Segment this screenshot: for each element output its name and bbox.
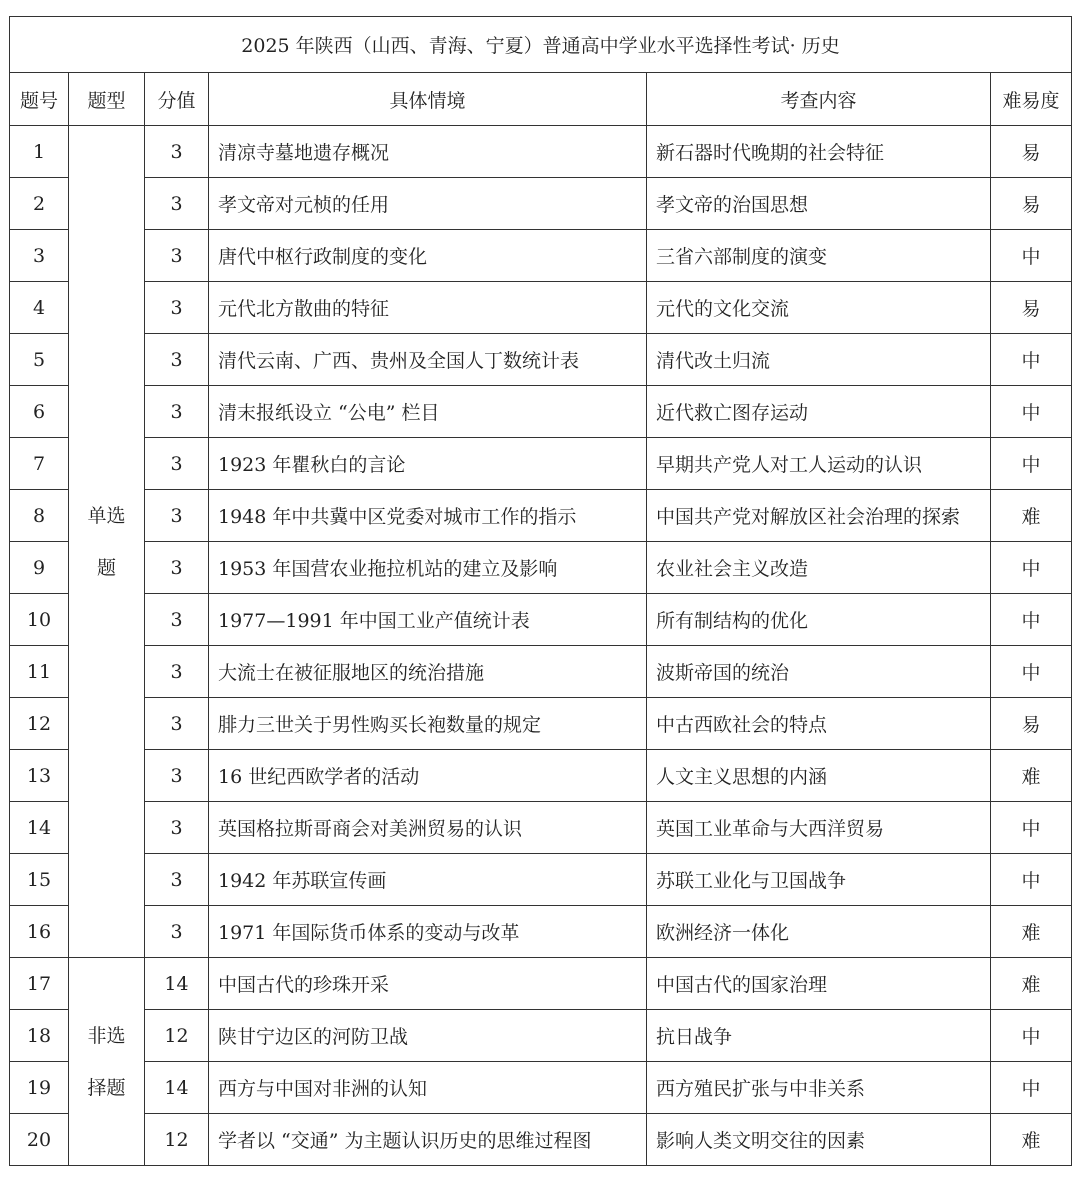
table-row (10, 438, 1072, 490)
question-number: 17 (10, 958, 69, 1010)
table-row (10, 958, 1072, 1010)
question-content: 波斯帝国的统治 (647, 646, 991, 698)
question-content: 新石器时代晚期的社会特征 (647, 126, 991, 178)
question-number: 16 (10, 906, 69, 958)
question-context: 西方与中国对非洲的认知 (209, 1062, 647, 1114)
question-number: 12 (10, 698, 69, 750)
question-context: 清代云南、广西、贵州及全国人丁数统计表 (209, 334, 647, 386)
single-choice-group (10, 126, 1072, 958)
table-row (10, 646, 1072, 698)
question-content: 苏联工业化与卫国战争 (647, 854, 991, 906)
table-row (10, 230, 1072, 282)
question-difficulty: 易 (991, 698, 1072, 750)
question-number: 3 (10, 230, 69, 282)
question-context: 英国格拉斯哥商会对美洲贸易的认识 (209, 802, 647, 854)
question-content: 元代的文化交流 (647, 282, 991, 334)
title-row (10, 17, 1072, 73)
question-score: 3 (145, 490, 209, 542)
question-content: 人文主义思想的内涵 (647, 750, 991, 802)
question-content: 西方殖民扩张与中非关系 (647, 1062, 991, 1114)
table-row (10, 802, 1072, 854)
question-number: 18 (10, 1010, 69, 1062)
question-difficulty: 中 (991, 542, 1072, 594)
question-content: 所有制结构的优化 (647, 594, 991, 646)
question-difficulty: 中 (991, 230, 1072, 282)
type-label-line-2: 择题 (87, 1076, 126, 1099)
question-difficulty: 易 (991, 178, 1072, 230)
question-content: 早期共产党人对工人运动的认识 (647, 438, 991, 490)
header-row (10, 73, 1072, 126)
question-difficulty: 难 (991, 750, 1072, 802)
question-number: 9 (10, 542, 69, 594)
question-context: 大流士在被征服地区的统治措施 (209, 646, 647, 698)
question-score: 12 (145, 1010, 209, 1062)
table-row (10, 542, 1072, 594)
table-title: 2025 年陕西（山西、青海、宁夏）普通高中学业水平选择性考试· 历史 (10, 17, 1072, 73)
non-choice-type-label (69, 958, 145, 1166)
question-content: 中国共产党对解放区社会治理的探索 (647, 490, 991, 542)
table-row (10, 594, 1072, 646)
question-context: 学者以 “交通” 为主题认识历史的思维过程图 (209, 1114, 647, 1166)
question-content: 中古西欧社会的特点 (647, 698, 991, 750)
question-score: 3 (145, 750, 209, 802)
type-label-line-1: 非选 (87, 1024, 126, 1047)
question-content: 近代救亡图存运动 (647, 386, 991, 438)
question-score: 14 (145, 958, 209, 1010)
question-number: 14 (10, 802, 69, 854)
question-context: 腓力三世关于男性购买长袍数量的规定 (209, 698, 647, 750)
question-content: 抗日战争 (647, 1010, 991, 1062)
table-row (10, 490, 1072, 542)
question-score: 3 (145, 906, 209, 958)
type-label-line-2: 题 (96, 556, 116, 579)
question-context: 16 世纪西欧学者的活动 (209, 750, 647, 802)
question-difficulty: 难 (991, 490, 1072, 542)
question-score: 3 (145, 126, 209, 178)
header-content: 考查内容 (647, 73, 991, 126)
question-number: 13 (10, 750, 69, 802)
question-content: 影响人类文明交往的因素 (647, 1114, 991, 1166)
question-context: 1977—1991 年中国工业产值统计表 (209, 594, 647, 646)
question-content: 孝文帝的治国思想 (647, 178, 991, 230)
question-difficulty: 中 (991, 594, 1072, 646)
question-score: 3 (145, 698, 209, 750)
question-context: 中国古代的珍珠开采 (209, 958, 647, 1010)
header-score: 分值 (145, 73, 209, 126)
question-number: 11 (10, 646, 69, 698)
question-difficulty: 中 (991, 1010, 1072, 1062)
header-number: 题号 (10, 73, 69, 126)
question-number: 10 (10, 594, 69, 646)
table-row (10, 126, 1072, 178)
question-number: 8 (10, 490, 69, 542)
question-score: 14 (145, 1062, 209, 1114)
question-difficulty: 中 (991, 802, 1072, 854)
question-number: 2 (10, 178, 69, 230)
header-context: 具体情境 (209, 73, 647, 126)
non-choice-group (10, 958, 1072, 1166)
question-context: 孝文帝对元桢的任用 (209, 178, 647, 230)
table-row (10, 178, 1072, 230)
header-type: 题型 (69, 73, 145, 126)
question-score: 3 (145, 178, 209, 230)
question-difficulty: 难 (991, 1114, 1072, 1166)
question-number: 5 (10, 334, 69, 386)
question-score: 3 (145, 334, 209, 386)
question-context: 1923 年瞿秋白的言论 (209, 438, 647, 490)
question-score: 3 (145, 542, 209, 594)
header-difficulty: 难易度 (991, 73, 1072, 126)
question-number: 1 (10, 126, 69, 178)
question-score: 3 (145, 594, 209, 646)
question-difficulty: 难 (991, 906, 1072, 958)
question-score: 3 (145, 386, 209, 438)
question-difficulty: 中 (991, 386, 1072, 438)
question-difficulty: 中 (991, 854, 1072, 906)
question-context: 元代北方散曲的特征 (209, 282, 647, 334)
question-context: 1971 年国际货币体系的变动与改革 (209, 906, 647, 958)
question-difficulty: 中 (991, 1062, 1072, 1114)
question-number: 19 (10, 1062, 69, 1114)
question-difficulty: 中 (991, 646, 1072, 698)
question-context: 清凉寺墓地遗存概况 (209, 126, 647, 178)
question-score: 3 (145, 438, 209, 490)
question-score: 12 (145, 1114, 209, 1166)
question-difficulty: 易 (991, 126, 1072, 178)
question-score: 3 (145, 282, 209, 334)
table-row (10, 1114, 1072, 1166)
question-number: 15 (10, 854, 69, 906)
table-row (10, 334, 1072, 386)
table-row (10, 1062, 1072, 1114)
question-content: 中国古代的国家治理 (647, 958, 991, 1010)
table-row (10, 698, 1072, 750)
question-content: 欧洲经济一体化 (647, 906, 991, 958)
question-number: 4 (10, 282, 69, 334)
table-row (10, 1010, 1072, 1062)
question-content: 农业社会主义改造 (647, 542, 991, 594)
question-context: 1948 年中共冀中区党委对城市工作的指示 (209, 490, 647, 542)
question-score: 3 (145, 854, 209, 906)
question-number: 20 (10, 1114, 69, 1166)
question-content: 英国工业革命与大西洋贸易 (647, 802, 991, 854)
table-row (10, 386, 1072, 438)
question-context: 清末报纸设立 “公电” 栏目 (209, 386, 647, 438)
question-context: 1953 年国营农业拖拉机站的建立及影响 (209, 542, 647, 594)
question-number: 7 (10, 438, 69, 490)
question-context: 唐代中枢行政制度的变化 (209, 230, 647, 282)
type-label-line-1: 单选 (87, 504, 126, 527)
question-difficulty: 易 (991, 282, 1072, 334)
question-context: 1942 年苏联宣传画 (209, 854, 647, 906)
question-content: 清代改土归流 (647, 334, 991, 386)
single-choice-type-label (69, 126, 145, 958)
table-row (10, 282, 1072, 334)
question-score: 3 (145, 646, 209, 698)
question-number: 6 (10, 386, 69, 438)
table-row (10, 750, 1072, 802)
table-row (10, 854, 1072, 906)
question-difficulty: 难 (991, 958, 1072, 1010)
table-row (10, 906, 1072, 958)
question-difficulty: 中 (991, 334, 1072, 386)
question-difficulty: 中 (991, 438, 1072, 490)
exam-analysis-table (9, 16, 1072, 1166)
question-score: 3 (145, 230, 209, 282)
question-score: 3 (145, 802, 209, 854)
question-context: 陕甘宁边区的河防卫战 (209, 1010, 647, 1062)
question-content: 三省六部制度的演变 (647, 230, 991, 282)
